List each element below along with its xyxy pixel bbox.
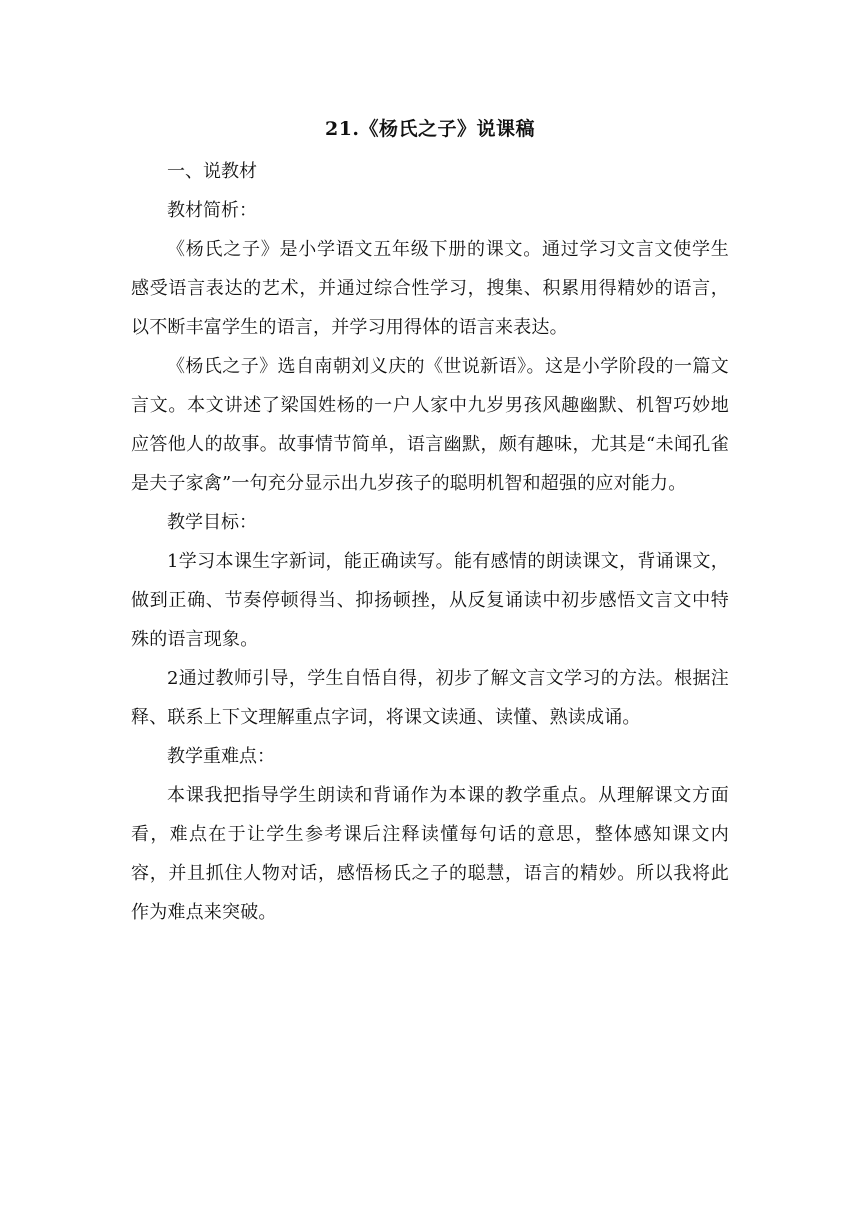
subheading-teaching-goals: 教学目标：: [167, 512, 257, 533]
paragraph-analysis-2: 《杨氏之子》选自南朝刘义庆的《世说新语》。这是小学阶段的一篇文言文。本文讲述了梁国姓杨的一户人家中九岁男孩风趣幽默、机智巧妙地应答他人的故事。故事情节简单，语言幽默，颇有趣味，尤其是“未闻孔雀是夫子家禽”一句充分显示出九岁孩子的聪明机智和超强的应对能力。: [131, 356, 729, 494]
document-title: 21.《杨氏之子》说课稿: [324, 118, 536, 140]
section-heading-textbook: 一、说教材: [167, 161, 257, 182]
subheading-key-difficulties: 教学重难点：: [167, 746, 275, 767]
document-body: [131, 110, 729, 932]
paragraph-key-difficulties: 本课我把指导学生朗读和背诵作为本课的教学重点。从理解课文方面看，难点在于让学生参考课后注释读懂每句话的意思，整体感知课文内容，并且抓住人物对话，感悟杨氏之子的聪慧，语言的精妙。所以我将此作为难点来突破。: [131, 785, 729, 923]
paragraph-analysis-1: 《杨氏之子》是小学语文五年级下册的课文。通过学习文言文使学生感受语言表达的艺术，并通过综合性学习，搜集、积累用得精妙的语言，以不断丰富学生的语言，并学习用得体的语言来表达。: [131, 239, 729, 338]
subheading-textbook-analysis: 教材简析：: [167, 200, 257, 221]
paragraph-goal-1: 1学习本课生字新词，能正确读写。能有感情的朗读课文，背诵课文，做到正确、节奏停顿得当、抑扬顿挫，从反复诵读中初步感悟文言文中特殊的语言现象。: [131, 551, 729, 650]
paragraph-goal-2: 2通过教师引导，学生自悟自得，初步了解文言文学习的方法。根据注释、联系上下文理解重点字词，将课文读通、读懂、熟读成诵。: [131, 668, 729, 728]
